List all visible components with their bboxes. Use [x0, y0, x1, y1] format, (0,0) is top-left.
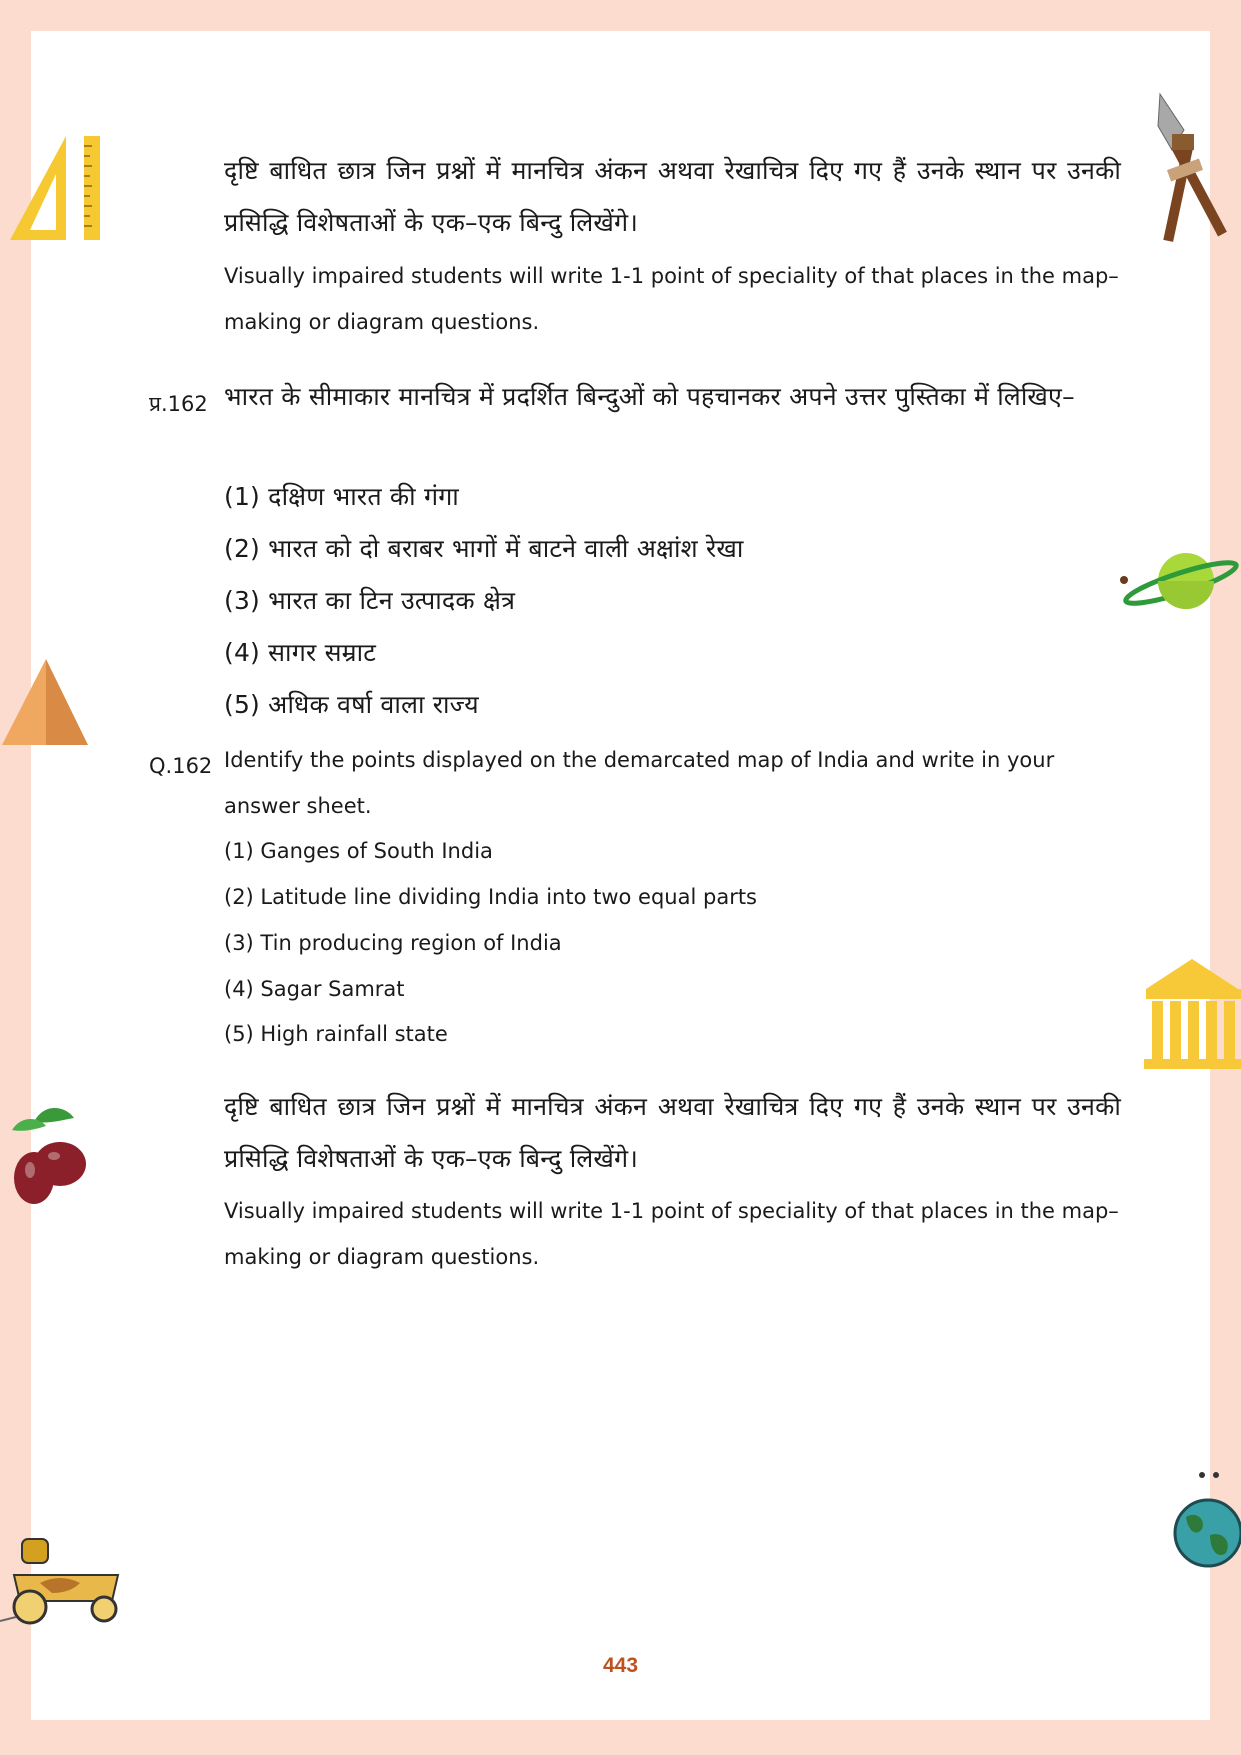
stone-tools-icon [1150, 90, 1241, 250]
globe-icon [1170, 1465, 1241, 1575]
question-english-item-3: (3) Tin producing region of India [224, 931, 562, 955]
note-english-top: Visually impaired students will write 1-1 point of speciality of that places in the map–making or diagram questions. [224, 264, 1119, 334]
question-english-item-4: (4) Sagar Samrat [224, 977, 405, 1001]
question-english-item-1: (1) Ganges of South India [224, 839, 493, 863]
page-sheet [31, 31, 1210, 1720]
question-text-english: Identify the points displayed on the demarcated map of India and write in your answer sheet. [224, 748, 1055, 818]
question-number-english: Q.162 [149, 754, 213, 778]
pyramid-icon [0, 655, 92, 747]
page-number: 443 [602, 1654, 639, 1677]
question-hindi-item-1: (1) दक्षिण भारत की गंगा [224, 482, 459, 511]
ruler-triangle-icon [6, 132, 106, 244]
note-hindi-bottom: दृष्टि बाधित छात्र जिन प्रश्नों में मानचित्र अंकन अथवा रेखाचित्र दिए गए हैं उनके स्थान पर उनकी प्रसिद्धि विशेषताओं के एक–एक बिन्दु लिखेंगे। [224, 1092, 1121, 1173]
question-english-item-5: (5) High rainfall state [224, 1022, 448, 1046]
question-hindi-item-5: (5) अधिक वर्षा वाला राज्य [224, 690, 479, 719]
cart-icon [0, 1535, 130, 1635]
note-hindi-top: दृष्टि बाधित छात्र जिन प्रश्नों में मानचित्र अंकन अथवा रेखाचित्र दिए गए हैं उनके स्थान पर उनकी प्रसिद्धि विशेषताओं के एक–एक बिन्दु लिखेंगे। [224, 156, 1121, 237]
question-english-item-2: (2) Latitude line dividing India into two equal parts [224, 885, 757, 909]
fruit-icon [4, 1100, 90, 1210]
question-hindi-item-2: (2) भारत को दो बराबर भागों में बाटने वाली अक्षांश रेखा [224, 534, 744, 563]
question-hindi-item-3: (3) भारत का टिन उत्पादक क्षेत्र [224, 586, 516, 615]
note-english-bottom: Visually impaired students will write 1-1 point of speciality of that places in the map–making or diagram questions. [224, 1199, 1119, 1269]
question-number-hindi: प्र.162 [149, 392, 208, 416]
question-text-hindi: भारत के सीमाकार मानचित्र में प्रदर्शित बिन्दुओं को पहचानकर अपने उत्तर पुस्तिका में लिखिए– [224, 382, 1075, 411]
question-hindi-item-4: (4) सागर सम्राट [224, 638, 377, 667]
saturn-icon [1115, 545, 1241, 617]
temple-icon [1142, 955, 1241, 1073]
